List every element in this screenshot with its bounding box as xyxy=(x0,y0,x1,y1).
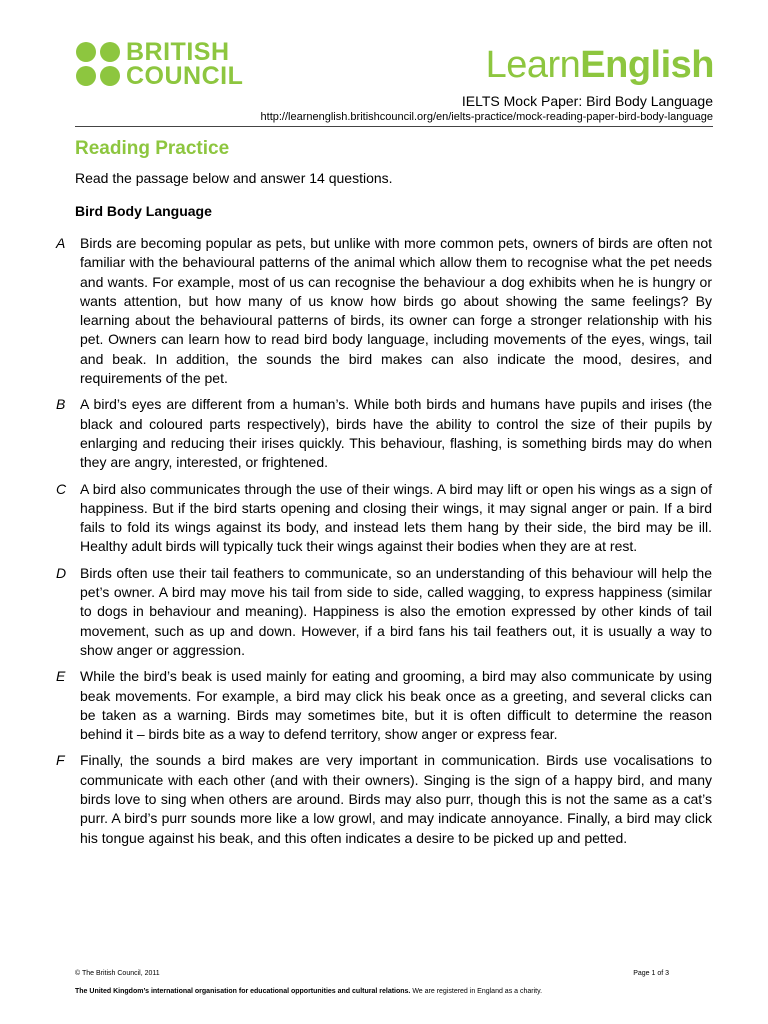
passage-title: Bird Body Language xyxy=(75,203,212,219)
logo-dots-icon xyxy=(76,42,120,86)
paragraph-text: A bird also communicates through the use of their wings. A bird may lift or open his wings as a sign of happiness. But if the bird starts opening and closing their wings, it may signal anger or pain. If a bird fails to fold its wings against its body, and instead lets them hang by their side, the bird may be ill. Healthy adult birds will typically tuck their wings against their bodies when they are at rest. xyxy=(80,480,712,555)
copyright: © The British Council, 2011 xyxy=(75,970,160,977)
paragraph-letter: A xyxy=(56,235,66,251)
paragraph-f xyxy=(56,751,712,847)
paragraph-c xyxy=(56,480,712,557)
learnenglish-logo: LearnEnglish xyxy=(485,44,714,86)
british-council-logo xyxy=(76,40,243,88)
header-divider xyxy=(75,126,713,127)
paragraph-letter: C xyxy=(56,480,67,497)
paragraph-letter: D xyxy=(56,564,67,581)
page-number: Page 1 of 3 xyxy=(633,970,669,977)
paragraph-letter: B xyxy=(56,396,66,413)
source-url[interactable]: http://learnenglish.britishcouncil.org/en/ielts-practice/mock-reading-paper-bird-body-language xyxy=(260,111,713,123)
passage xyxy=(56,234,712,855)
paragraph-text: Finally, the sounds a bird makes are very important in communication. Birds use vocalisations to communicate with each other (and with their owners). Singing is the sign of a happy bird, and many birds love to sing when others are around. Birds may also purr, though this is not the same as a cat’s purr. A bird’s purr sounds more like a low growl, and may indicate annoyance. Finally, a bird may click his tongue against his beak, and this often indicates a desire to be picked up and petted. xyxy=(80,752,712,846)
paragraph-d xyxy=(56,564,712,660)
paragraph-letter: E xyxy=(56,668,66,685)
paper-title: IELTS Mock Paper: Bird Body Language xyxy=(461,93,713,109)
paragraph-text: Birds are becoming popular as pets, but unlike with more common pets, owners of birds are often not familiar with the behavioural patterns of the animal which allow them to recognise what the pet needs and wants. For example, most of us can recognise the behaviour a dog exhibits when he is hungry or wants attention, but how many of us know how birds go about showing the same feelings? By learning about the behavioural patterns of birds, its owner can forge a stronger relationship with his pet. Owners can learn how to read bird body language, including movements of the eyes, wings, tail and beak. In addition, the sounds the bird makes can also indicate the mood, desires, and requirements of the pet. xyxy=(80,235,712,387)
paragraph-b xyxy=(56,395,712,472)
paragraph-letter: F xyxy=(56,752,65,769)
section-heading: Reading Practice xyxy=(75,138,230,159)
footer-tagline: The United Kingdom’s international organisation for educational opportunities and cultural relations. We are registered in England as a charity. xyxy=(75,988,543,995)
paragraph-text: Birds often use their tail feathers to communicate, so an understanding of this behaviour will help the pet’s owner. A bird may move his tail from side to side, called wagging, to express happiness (similar to dogs in behaviour and meaning). Happiness is also the emotion expressed by other kinds of tail movement, such as up and down. However, if a bird fans his tail feathers out, it is usually a way to show anger or aggression. xyxy=(80,564,712,658)
instructions: Read the passage below and answer 14 questions. xyxy=(75,170,393,186)
logo-text: BRITISH COUNCIL xyxy=(126,38,244,90)
paragraph-e xyxy=(56,667,712,744)
paragraph-text: A bird’s eyes are different from a human’s. While both birds and humans have pupils and irises (the black and coloured parts respectively), birds have the ability to control the size of their pupils by enlarging and reducing their irises quickly. This behaviour, flashing, is something birds may do when they are angry, interested, or frightened. xyxy=(80,396,712,471)
paragraph-text: While the bird’s beak is used mainly for eating and grooming, a bird may also communicate by using beak movements. For example, a bird may click his beak once as a greeting, and several clicks can be taken as a warning. Birds may sometimes bite, but it is often difficult to determine the reason behind it – birds bite as a way to defend territory, show anger or express fear. xyxy=(80,668,712,743)
paragraph-a xyxy=(56,234,712,388)
